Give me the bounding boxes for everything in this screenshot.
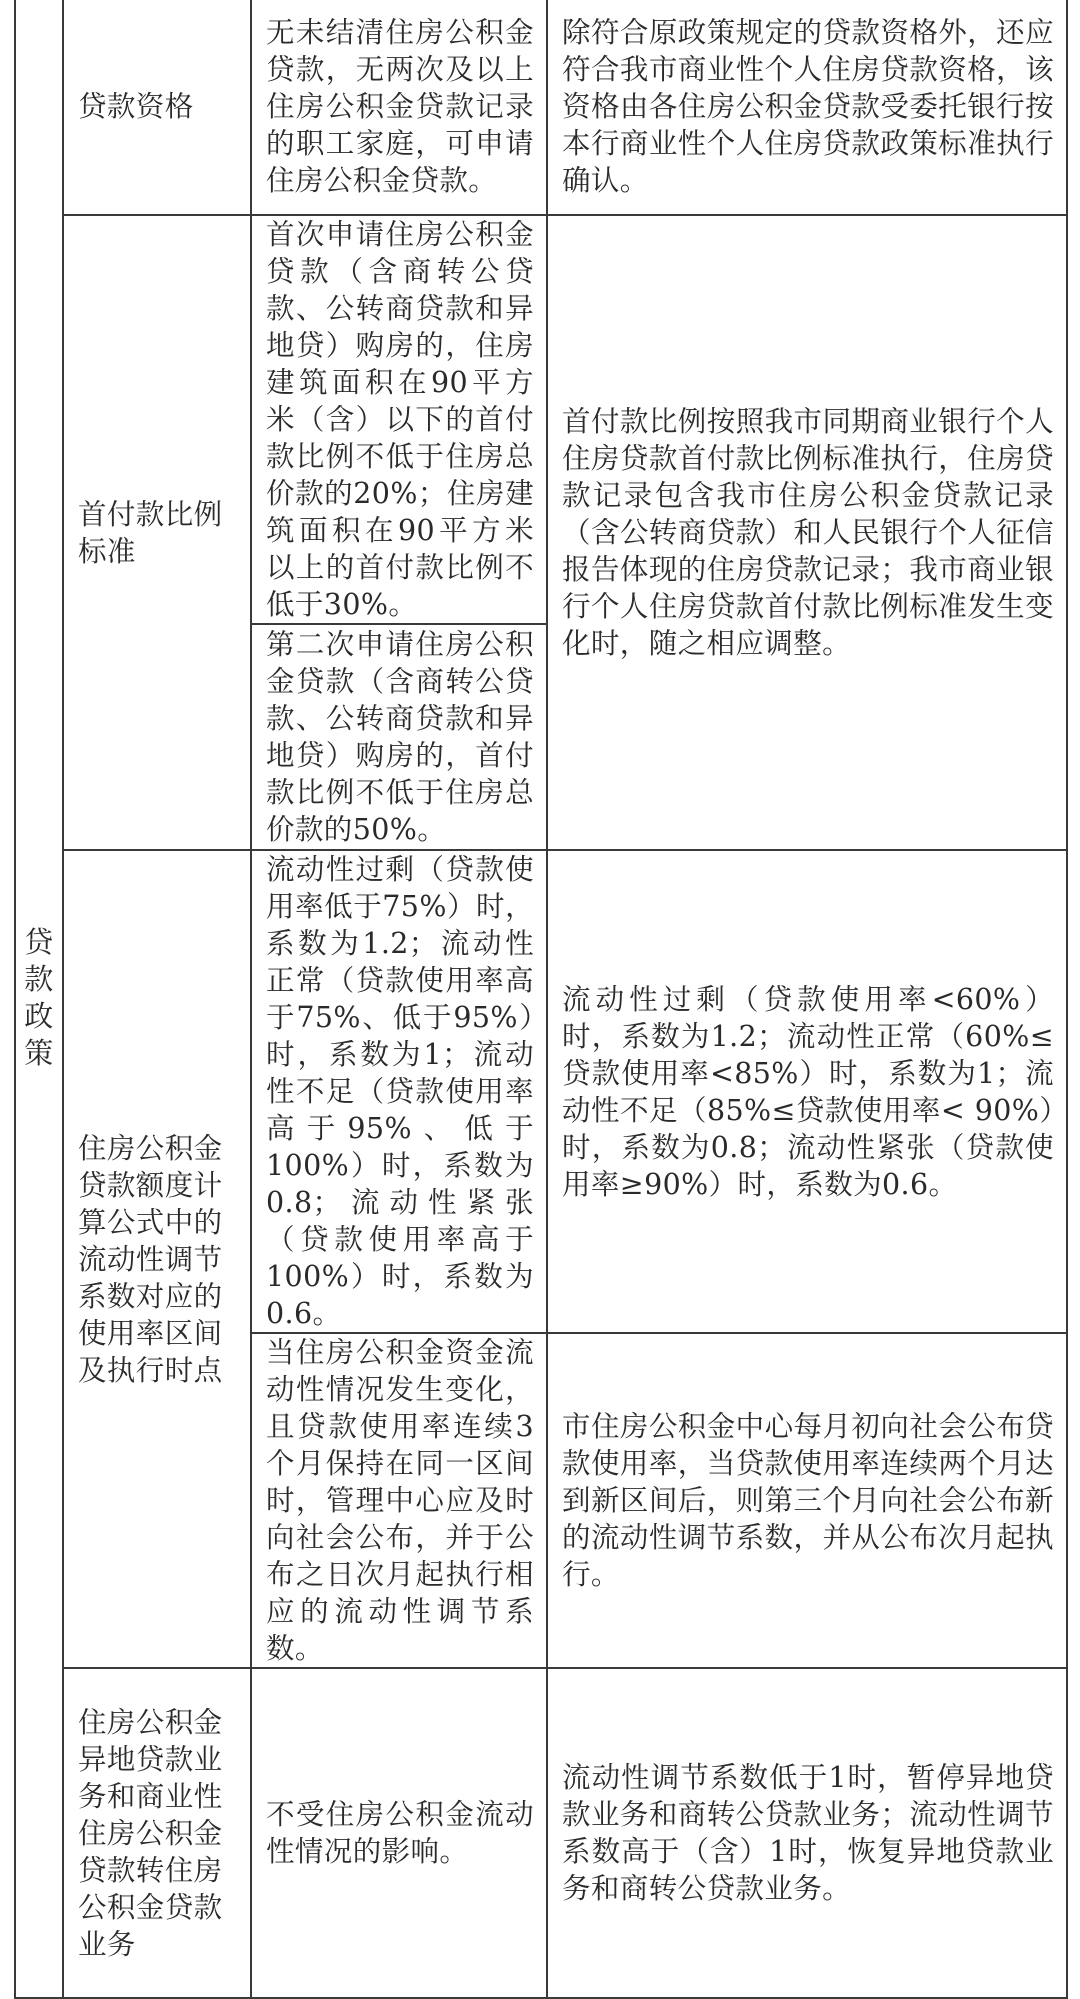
revised-policy-cell: 首付款比例按照我市同期商业银行个人住房贷款首付款比例标准执行，住房贷款记录包含我市住房公积金贷款记录（含公转商贷款）和人民银行个人征信报告体现的住房贷款记录；我市商业银行个人住房贷款首付款比例标准发生变化时，随之相应调整。 [547, 215, 1067, 850]
category-char: 政 [24, 998, 54, 1033]
topic-cell: 住房公积金贷款额度计算公式中的流动性调节系数对应的使用率区间及执行时点 [63, 850, 251, 1668]
table-row-loan-eligibility [15, 0, 1067, 215]
category-char: 贷 [24, 924, 54, 959]
category-char: 策 [24, 1035, 54, 1070]
revised-policy-cell: 除符合原政策规定的贷款资格外，还应符合我市商业性个人住房贷款资格，该资格由各住房公积金贷款受委托银行按本行商业性个人住房贷款政策标准执行确认。 [547, 0, 1067, 215]
topic-cell: 贷款资格 [63, 0, 251, 215]
topic-cell: 住房公积金异地贷款业务和商业性住房公积金贷款转住房公积金贷款业务 [63, 1668, 251, 1998]
category-char: 款 [24, 961, 54, 996]
revised-policy-cell: 流动性调节系数低于1时，暂停异地贷款业务和商转公贷款业务；流动性调节系数高于（含）1时，恢复异地贷款业务和商转公贷款业务。 [547, 1668, 1067, 1998]
topic-cell: 首付款比例标准 [63, 215, 251, 850]
category-cell [15, 0, 63, 1998]
table-row-down-payment [15, 215, 1067, 624]
revised-policy-cell: 流动性过剩（贷款使用率<60%）时，系数为1.2；流动性正常（60%≤贷款使用率<85%）时，系数为1；流动性不足（85%≤贷款使用率< 90%）时，系数为0.8；流动性紧张（贷款使用率≥90%）时，系数为0.6。 [547, 850, 1067, 1333]
original-policy-cell: 当住房公积金资金流动性情况发生变化，且贷款使用率连续3个月保持在同一区间时，管理中心应及时向社会公布，并于公布之日次月起执行相应的流动性调节系数。 [251, 1333, 547, 1668]
original-policy-cell: 无未结清住房公积金贷款，无两次及以上住房公积金贷款记录的职工家庭，可申请住房公积金贷款。 [251, 0, 547, 215]
original-policy-cell: 第二次申请住房公积金贷款（含商转公贷款、公转商贷款和异地贷）购房的，首付款比例不低于住房总价款的50%。 [251, 624, 547, 850]
table-row-offsite-loans [15, 1668, 1067, 1998]
original-policy-cell: 流动性过剩（贷款使用率低于75%）时，系数为1.2；流动性正常（贷款使用率高于75%、低于95%）时，系数为1；流动性不足（贷款使用率高于95%、低于100%）时，系数为0.8；流动性紧张（贷款使用率高于100%）时，系数为0.6。 [251, 850, 547, 1333]
revised-policy-cell: 市住房公积金中心每月初向社会公布贷款使用率，当贷款使用率连续两个月达到新区间后，则第三个月向社会公布新的流动性调节系数，并从公布次月起执行。 [547, 1333, 1067, 1668]
original-policy-cell: 首次申请住房公积金贷款（含商转公贷款、公转商贷款和异地贷）购房的，住房建筑面积在90平方米（含）以下的首付款比例不低于住房总价款的20%；住房建筑面积在90平方米以上的首付款比例不低于30%。 [251, 215, 547, 624]
table-row-liquidity-coefficient [15, 850, 1067, 1333]
policy-comparison-table [14, 0, 1068, 1999]
original-policy-cell: 不受住房公积金流动性情况的影响。 [251, 1668, 547, 1998]
